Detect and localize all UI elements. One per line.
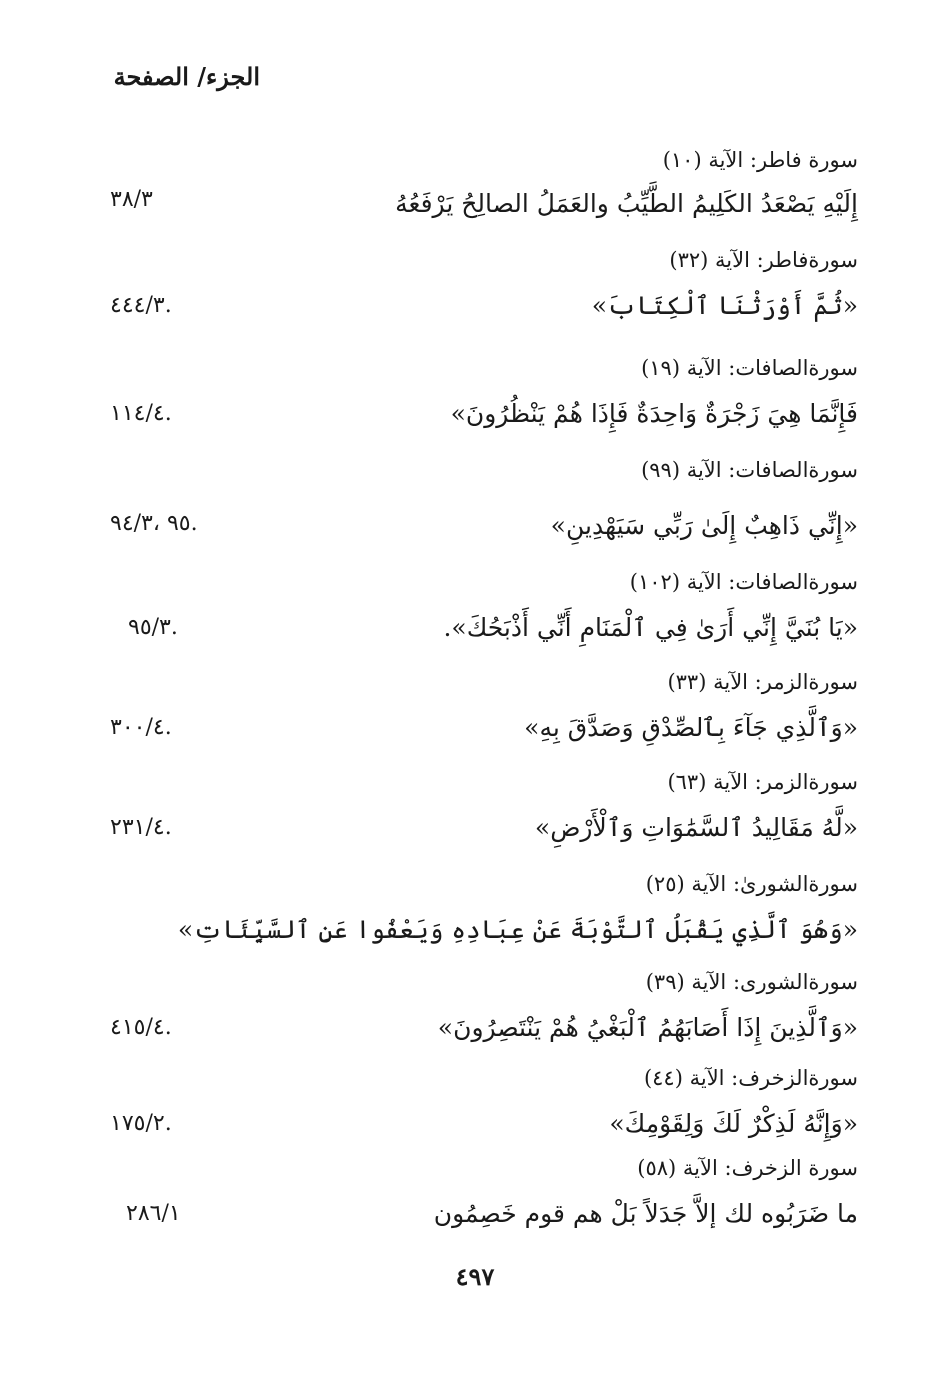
verse-text: «لَّهُ مَقَالِيدُ ٱلسَّمَٰوَاتِ وَٱلْأَرْضِ» <box>534 813 858 842</box>
verse-text: «وَٱلَّذِينَ إِذَا أَصَابَهُمُ ٱلْبَغْيُ هُمْ يَنْتَصِرُونَ» <box>437 1013 858 1042</box>
page-number: ٤٩٧ <box>455 1262 495 1291</box>
volume-page-ref: .١٧٥/٢ <box>110 1111 172 1136</box>
surah-reference: سورةالزمر: الآية (٣٣) <box>667 670 858 694</box>
verse-text: فَإِنَّمَا هِيَ زَجْرَةٌ وَاحِدَةٌ فَإِذَا هُمْ يَنْظُرُونَ» <box>450 399 858 428</box>
verse-text: «وَهُوَ ٱلَّذِي يَقْبَلُ ٱلتَّوْبَةَ عَنْ عِبَادِهِ وَيَعْفُوا عَنِ ٱلسَّيِّئَاتِ» <box>177 915 858 944</box>
volume-page-ref: ٢٨٦/١ <box>126 1201 181 1226</box>
surah-reference: سورةالشورى: الآية (٣٩) <box>645 970 858 994</box>
verse-text: «وَٱلَّذِي جَآءَ بِٱلصِّدْقِ وَصَدَّقَ بِهِ» <box>524 713 858 742</box>
verse-text: «وَإِنَّهُ لَذِكْرٌ لَكَ وَلِقَوْمِكَ» <box>609 1109 858 1138</box>
volume-page-ref: .٤١٥/٤ <box>110 1015 172 1040</box>
surah-reference: سورةالصافات: الآية (١٠٢) <box>629 570 858 594</box>
volume-page-ref: .٩٥/٣ <box>128 615 178 640</box>
verse-index-list <box>0 142 950 1262</box>
volume-page-ref: .٣٠٠/٤ <box>110 715 172 740</box>
volume-page-ref: .٤٤٤/٣ <box>110 293 172 318</box>
surah-reference: سورةالصافات: الآية (١٩) <box>641 356 858 380</box>
verse-text: «إِنِّي ذَاهِبٌ إِلَىٰ رَبِّي سَيَهْدِينِ» <box>550 511 858 540</box>
verse-text: «ثُمَّ أَوْرَثْنَا ٱلْكِتَابَ» <box>591 291 858 320</box>
surah-reference: سورة الزخرف: الآية (٥٨) <box>637 1156 858 1180</box>
volume-page-ref: .١١٤/٤ <box>110 401 172 426</box>
surah-reference: سورة فاطر: الآية (١٠) <box>662 148 858 172</box>
volume-page-ref: .٩٥ ،٩٤/٣ <box>110 511 198 536</box>
verse-text: «يَا بُنَيَّ إِنِّي أَرَىٰ فِي ٱلْمَنَامِ أَنِّي أَذْبَحُكَ». <box>443 613 858 642</box>
page-header: الجزء/ الصفحة <box>113 62 260 91</box>
volume-page-ref: ٣٨/٣ <box>110 187 153 212</box>
surah-reference: سورةالزمر: الآية (٦٣) <box>667 770 858 794</box>
volume-page-ref: .٢٣١/٤ <box>110 815 172 840</box>
surah-reference: سورةالشورىٰ: الآية (٢٥) <box>645 872 858 896</box>
surah-reference: سورةالصافات: الآية (٩٩) <box>641 458 858 482</box>
surah-reference: سورةالزخرف: الآية (٤٤) <box>643 1066 858 1090</box>
surah-reference: سورةفاطر: الآية (٣٢) <box>669 248 858 272</box>
verse-text: ما ضَرَبُوه لك إلاَّ جَدَلاً بَلْ هم قوم خَصِمُون <box>433 1199 858 1228</box>
verse-text: إِلَيْهِ يَصْعَدُ الكَلِيمُ الطَّيِّبُ والعَمَلُ الصالِحُ يَرْفَعُهُ <box>395 189 858 218</box>
